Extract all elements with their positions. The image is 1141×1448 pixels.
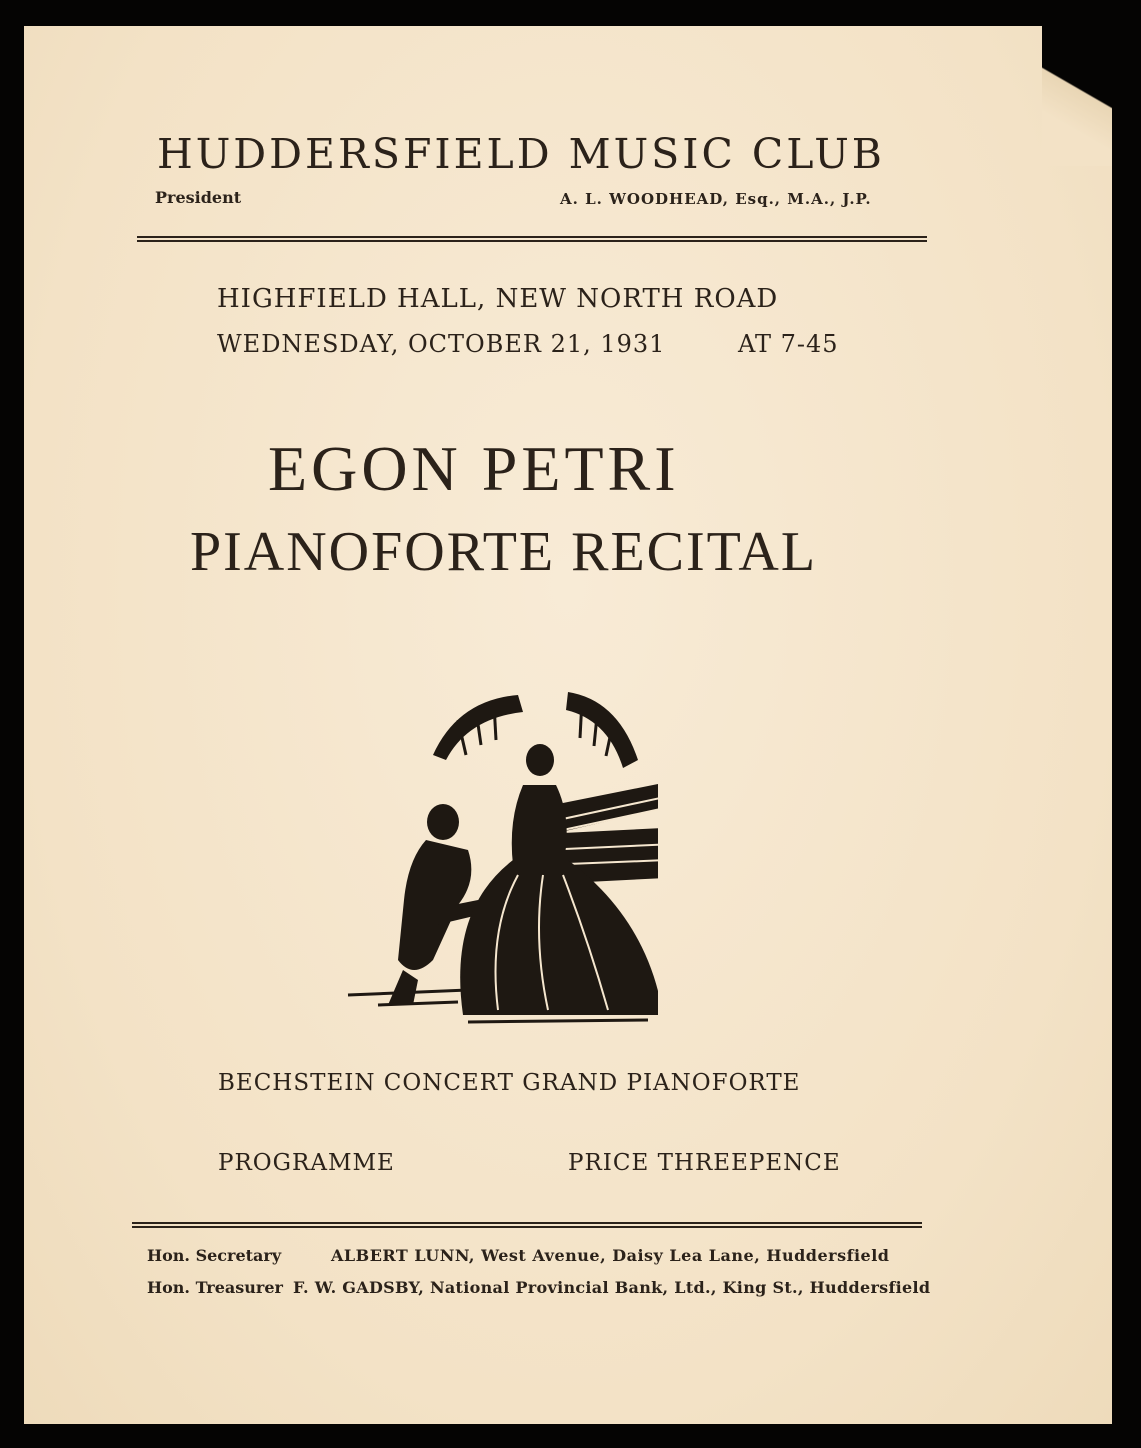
- event-time: AT 7-45: [738, 330, 839, 358]
- club-title: HUDDERSFIELD MUSIC CLUB: [157, 130, 885, 178]
- treasurer-label: Hon. Treasurer: [147, 1278, 283, 1297]
- divider-bottom: [132, 1222, 922, 1228]
- venue: HIGHFIELD HALL, NEW NORTH ROAD: [217, 284, 779, 314]
- secretary-name: ALBERT LUNN, West Avenue, Daisy Lea Lane, Huddersfield: [331, 1246, 890, 1265]
- president-label: President: [155, 188, 242, 207]
- event-date: WEDNESDAY, OCTOBER 21, 1931: [217, 330, 666, 358]
- performer-name: EGON PETRI: [268, 433, 680, 504]
- pianist-and-singer-icon: [318, 660, 658, 1025]
- president-name: A. L. WOODHEAD, Esq., M.A., J.P.: [560, 190, 872, 208]
- divider-top: [137, 236, 927, 242]
- treasurer-name: F. W. GADSBY, National Provincial Bank, Ltd., King St., Huddersfield: [293, 1278, 931, 1297]
- piano-credit: BECHSTEIN CONCERT GRAND PIANOFORTE: [218, 1070, 801, 1096]
- folded-corner: [1042, 26, 1112, 166]
- price-label: PRICE THREEPENCE: [568, 1150, 841, 1176]
- programme-label: PROGRAMME: [218, 1150, 395, 1176]
- recital-title: PIANOFORTE RECITAL: [190, 521, 818, 583]
- secretary-label: Hon. Secretary: [147, 1246, 282, 1265]
